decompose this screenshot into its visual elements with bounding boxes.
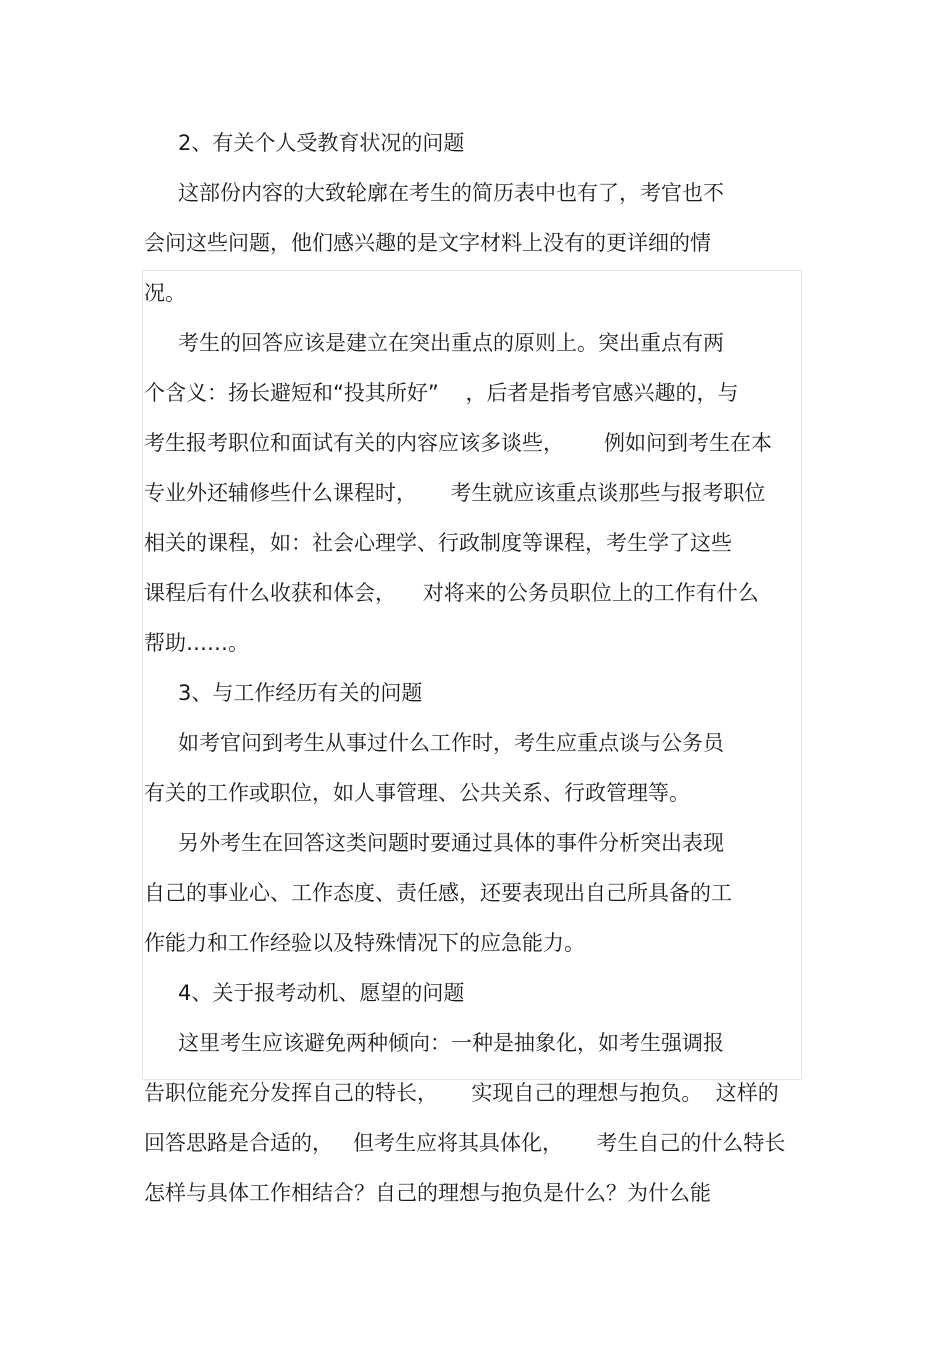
heading-motivation: 4、关于报考动机、愿望的问题 xyxy=(178,981,465,1005)
paragraph-line: 会问这些问题，他们感兴趣的是文字材料上没有的更详细的情 xyxy=(144,231,711,255)
paragraph-line: 自己的事业心、工作态度、责任感，还要表现出自己所具备的工 xyxy=(144,881,732,905)
paragraph-line: 专业外还辅修些什么课程时， 考生就应该重点谈那些与报考职位 xyxy=(144,481,766,505)
paragraph-line: 回答思路是合适的， 但考生应将其具体化， 考生自己的什么特长 xyxy=(144,1131,786,1155)
paragraph-line: 这部份内容的大致轮廓在考生的简历表中也有了，考官也不 xyxy=(178,181,724,205)
heading-education: 2、有关个人受教育状况的问题 xyxy=(178,131,465,155)
paragraph-line: 如考官问到考生从事过什么工作时，考生应重点谈与公务员 xyxy=(178,731,724,755)
paragraph-line: 告职位能充分发挥自己的特长， 实现自己的理想与抱负。 这样的 xyxy=(144,1081,779,1105)
paragraph-line: 个含义：扬长避短和“投其所好” ，后者是指考官感兴趣的，与 xyxy=(144,381,739,405)
paragraph-line: 况。 xyxy=(144,281,186,305)
paragraph-line: 相关的课程，如：社会心理学、行政制度等课程，考生学了这些 xyxy=(144,531,732,555)
paragraph-line: 考生报考职位和面试有关的内容应该多谈些， 例如问到考生在本 xyxy=(144,431,773,455)
paragraph-line: 课程后有什么收获和体会， 对将来的公务员职位上的工作有什么 xyxy=(144,581,759,605)
heading-work-experience: 3、与工作经历有关的问题 xyxy=(178,681,423,705)
paragraph-line: 另外考生在回答这类问题时要通过具体的事件分析突出表现 xyxy=(178,831,724,855)
paragraph-line: 有关的工作或职位，如人事管理、公共关系、行政管理等。 xyxy=(144,781,690,805)
paragraph-line: 帮助……。 xyxy=(144,631,249,655)
paragraph-line: 这里考生应该避免两种倾向：一种是抽象化，如考生强调报 xyxy=(178,1031,724,1055)
paragraph-line: 考生的回答应该是建立在突出重点的原则上。突出重点有两 xyxy=(178,331,724,355)
paragraph-line: 怎样与具体工作相结合？自己的理想与抱负是什么？为什么能 xyxy=(144,1181,711,1205)
paragraph-line: 作能力和工作经验以及特殊情况下的应急能力。 xyxy=(144,931,585,955)
